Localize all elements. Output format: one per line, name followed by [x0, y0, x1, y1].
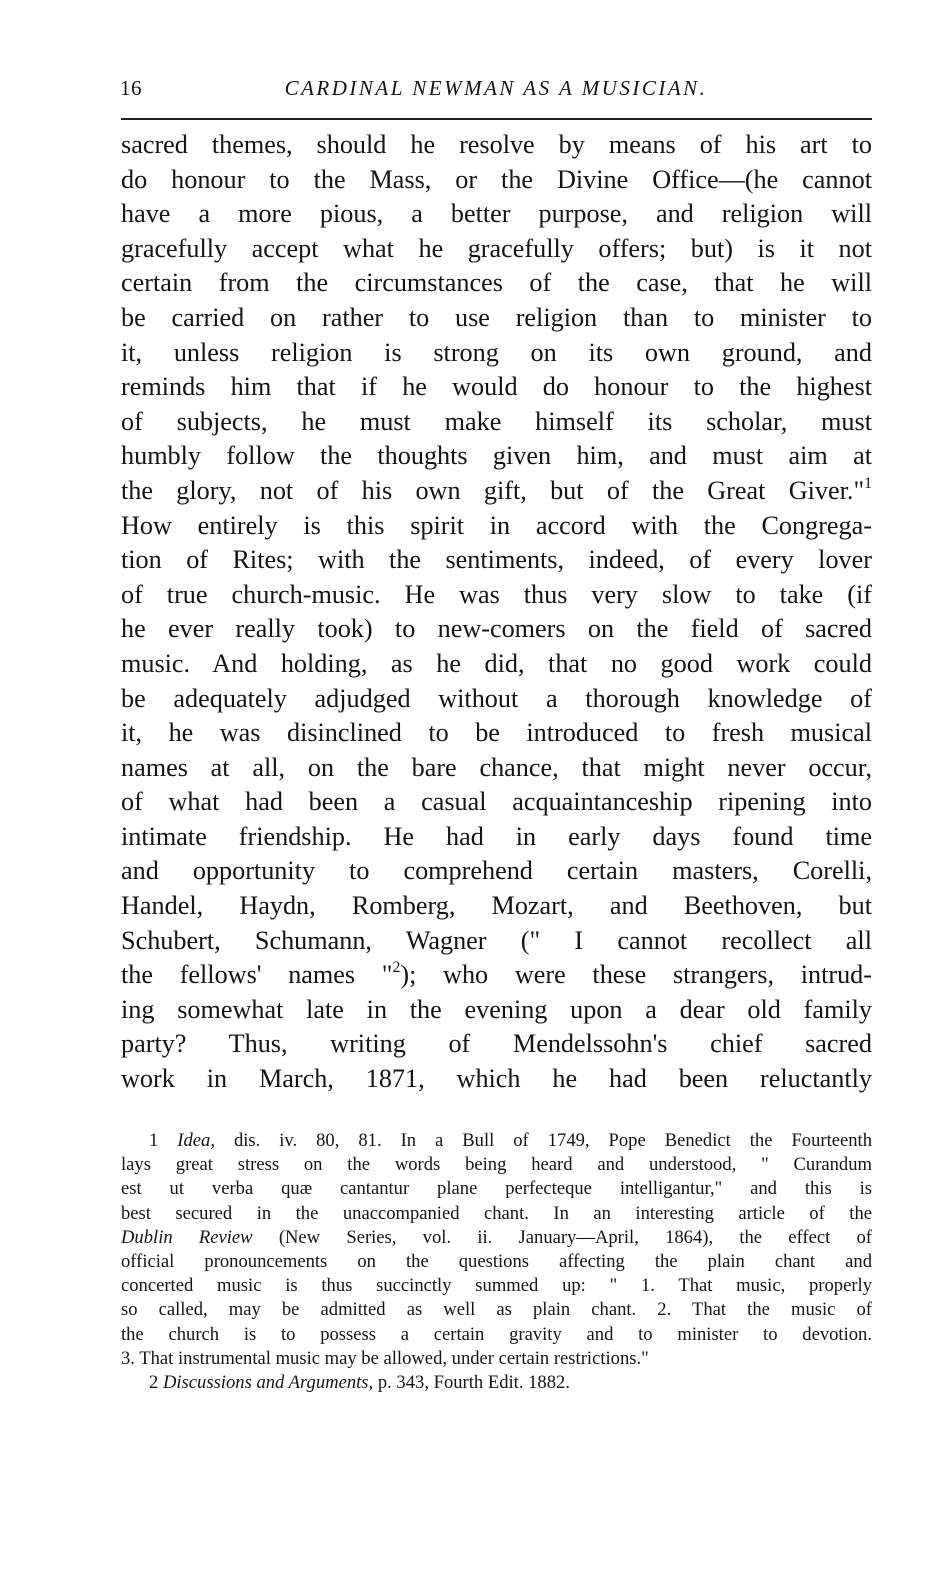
footnote-1-marker: 1 — [149, 1130, 159, 1151]
footnote-2-line — [121, 1371, 872, 1395]
footnote-1-text: dis. iv. 80, 81. In a Bull of 1749, Pope Benedict the Fourteenth — [214, 1130, 872, 1151]
text-line: work in March, 1871, which he had been reluctantly — [121, 1064, 872, 1094]
footnote-1-journal-title: Dublin Review — [121, 1226, 253, 1248]
text-line-content: the fellows' names " — [121, 960, 393, 990]
text-line: ing somewhat late in the evening upon a dear old family — [121, 994, 872, 1024]
text-line: of true church-music. He was thus very slow to take (if — [121, 579, 872, 609]
text-line: Handel, Haydn, Romberg, Mozart, and Beethoven, but — [121, 891, 872, 921]
text-line: humbly follow the thoughts given him, and must aim at — [121, 441, 872, 471]
text-line: of what had been a casual acquaintanceship ripening into — [121, 787, 872, 817]
page-header — [120, 76, 872, 106]
footnote-1-text: (New Series, vol. ii. January—April, 1864), the effect of — [252, 1226, 872, 1248]
text-line: be carried on rather to use religion than to minister to — [121, 302, 872, 332]
footnote-2-title: Discussions and Arguments, — [162, 1371, 374, 1393]
text-line: party? Thus, writing of Mendelssohn's chief sacred — [121, 1029, 872, 1059]
footnote-1-line: concerted music is thus succinctly summed up: " 1. That music, properly — [121, 1275, 872, 1297]
main-text — [121, 128, 872, 1097]
footnotes — [121, 1129, 872, 1395]
footnote-2-marker: 2 — [149, 1371, 159, 1393]
text-line: do honour to the Mass, or the Divine Office—(he cannot — [121, 164, 872, 194]
text-line — [121, 474, 872, 509]
text-line: intimate friendship. He had in early days found time — [121, 821, 872, 851]
text-line: Schubert, Schumann, Wagner (" I cannot recollect all — [121, 925, 872, 955]
footnote-ref-1: 1 — [864, 474, 872, 492]
text-line: of subjects, he must make himself its scholar, must — [121, 406, 872, 436]
footnote-1-line — [121, 1129, 872, 1153]
text-line: How entirely is this spirit in accord with the Congrega- — [121, 510, 872, 540]
footnote-2-text: p. 343, Fourth Edit. 1882. — [373, 1371, 570, 1393]
footnote-1-line: 3. That instrumental music may be allowed, under certain restrictions." — [121, 1347, 649, 1369]
text-line: be adequately adjudged without a thorough knowledge of — [121, 683, 872, 713]
footnote-ref-2: 2 — [392, 959, 401, 977]
header-rule — [121, 118, 872, 120]
text-line: and opportunity to comprehend certain masters, Corelli, — [121, 856, 872, 886]
text-line: reminds him that if he would do honour to the highest — [121, 372, 872, 402]
text-line: sacred themes, should he resolve by means of his art to — [121, 130, 872, 159]
text-line: gracefully accept what he gracefully offers; but) is it not — [121, 233, 872, 263]
text-line: certain from the circumstances of the case, that he will — [121, 268, 872, 298]
footnote-1-line: est ut verba quæ cantantur plane perfecteque intelligantur," and this is — [121, 1178, 872, 1200]
footnote-1-title: Idea, — [177, 1130, 215, 1151]
text-line: tion of Rites; with the sentiments, indeed, of every lover — [121, 545, 872, 575]
footnote-1-line — [121, 1226, 872, 1250]
text-line: have a more pious, a better purpose, and religion will — [121, 199, 872, 229]
footnote-1-line: lays great stress on the words being heard and understood, " Curandum — [121, 1154, 872, 1176]
text-line: music. And holding, as he did, that no good work could — [121, 648, 872, 678]
text-line: it, he was disinclined to be introduced to fresh musical — [121, 718, 872, 748]
page-number: 16 — [120, 76, 142, 100]
text-line: names at all, on the bare chance, that might never occur, — [121, 752, 872, 782]
text-line-content: the glory, not of his own gift, but of the Great Giver." — [121, 475, 865, 505]
text-line: he ever really took) to new-comers on the field of sacred — [121, 614, 872, 644]
text-line: it, unless religion is strong on its own ground, and — [121, 337, 872, 367]
footnote-1-line: the church is to possess a certain gravity and to minister to devotion. — [121, 1323, 872, 1345]
text-line — [121, 958, 872, 993]
footnote-1-line: best secured in the unaccompanied chant. In an interesting article of the — [121, 1202, 872, 1224]
text-line-continuation: ); who were these strangers, intrud- — [400, 960, 872, 990]
footnote-1-line: so called, may be admitted as well as plain chant. 2. That the music of — [121, 1299, 872, 1321]
footnote-1-line: official pronouncements on the questions affecting the plain chant and — [121, 1250, 872, 1272]
running-title: CARDINAL NEWMAN AS A MUSICIAN. — [284, 76, 708, 100]
